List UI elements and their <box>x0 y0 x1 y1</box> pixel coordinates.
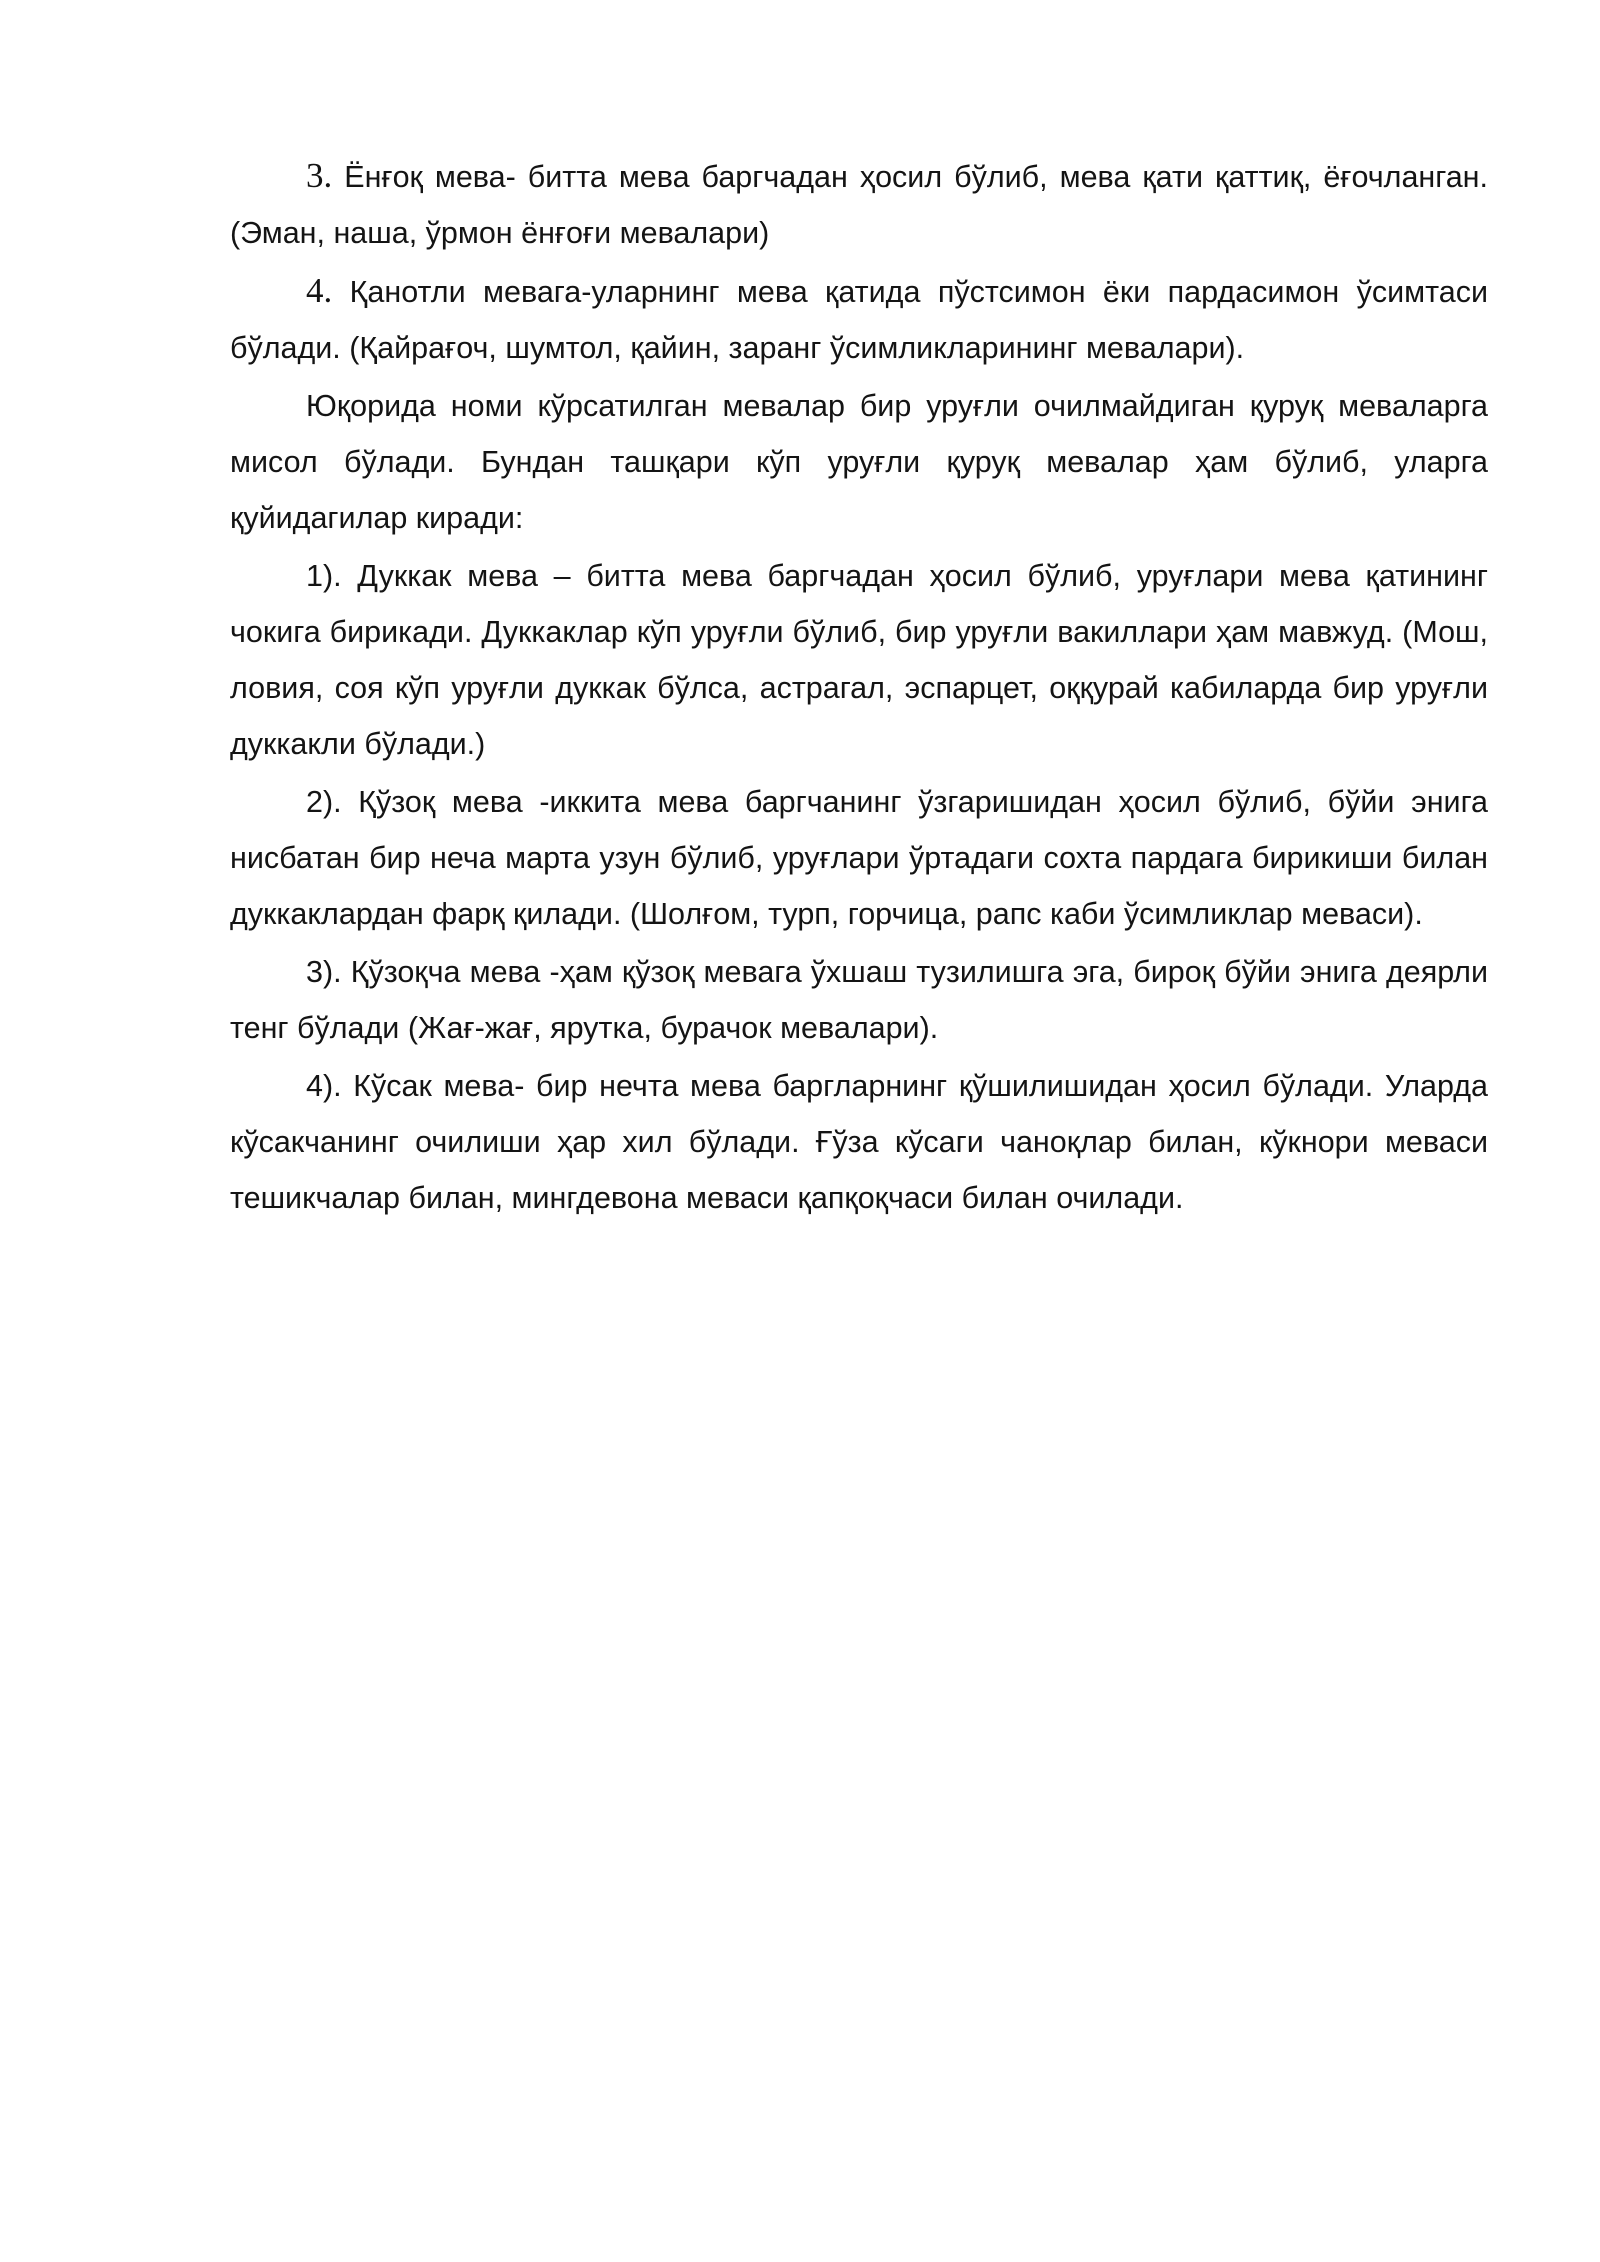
paragraph-winged-fruit <box>230 263 1488 376</box>
paragraph-text: Қанотли мевага-уларнинг мева қатида пўстсимон ёки пардасимон ўсимтаси бўлади. (Қайрағоч, шумтол, қайин, заранг ўсимликларининг мевалари). <box>230 275 1488 365</box>
paragraph-text: Ёнғоқ мева- битта мева баргчадан ҳосил бўлиб, мева қати қаттиқ, ёғочланган. (Эман, наша, ўрмон ёнғоғи мевалари) <box>230 160 1488 250</box>
paragraph-capsule: 4). Кўсак мева- бир нечта мева баргларнинг қўшилишидан ҳосил бўлади. Уларда кўсакчанинг очилиши ҳар хил бўлади. Ғўза кўсаги чаноқлар билан, кўкнори меваси тешикчалар билан, мингдевона меваси қапқоқчаси билан очилади. <box>230 1069 1488 1215</box>
paragraph-nut-fruit <box>230 148 1488 261</box>
paragraph-legume: 1). Дуккак мева – битта мева баргчадан ҳосил бўлиб, уруғлари мева қатининг чокига бирикади. Дуккаклар кўп уруғли бўлиб, бир уруғли вакиллари ҳам мавжуд. (Мош, ловия, соя кўп уруғли дуккак бўлса, астрагал, эспарцет, оққурай кабиларда бир уруғли дуккакли бўлади.) <box>230 559 1488 761</box>
document-body <box>230 148 1488 1228</box>
paragraph-silicle: 3). Қўзоқча мева -ҳам қўзоқ мевага ўхшаш тузилишга эга, бироқ бўйи энига деярли тенг бўлади (Жағ-жағ, ярутка, бурачок мевалари). <box>230 955 1488 1045</box>
list-number: 3. <box>306 156 333 195</box>
list-number: 4. <box>306 271 333 310</box>
paragraph-silique: 2). Қўзоқ мева -иккита мева баргчанинг ўзгаришидан ҳосил бўлиб, бўйи энига нисбатан бир неча марта узун бўлиб, уруғлари ўртадаги сохта пардага бирикиши билан дуккаклардан фарқ қилади. (Шолғом, турп, горчица, рапс каби ўсимликлар меваси). <box>230 785 1488 931</box>
paragraph-dry-fruits-intro: Юқорида номи кўрсатилган мевалар бир уруғли очилмайдиган қуруқ меваларга мисол бўлади. Бундан ташқари кўп уруғли қуруқ мевалар ҳам бўлиб, уларга қуйидагилар киради: <box>230 389 1488 535</box>
